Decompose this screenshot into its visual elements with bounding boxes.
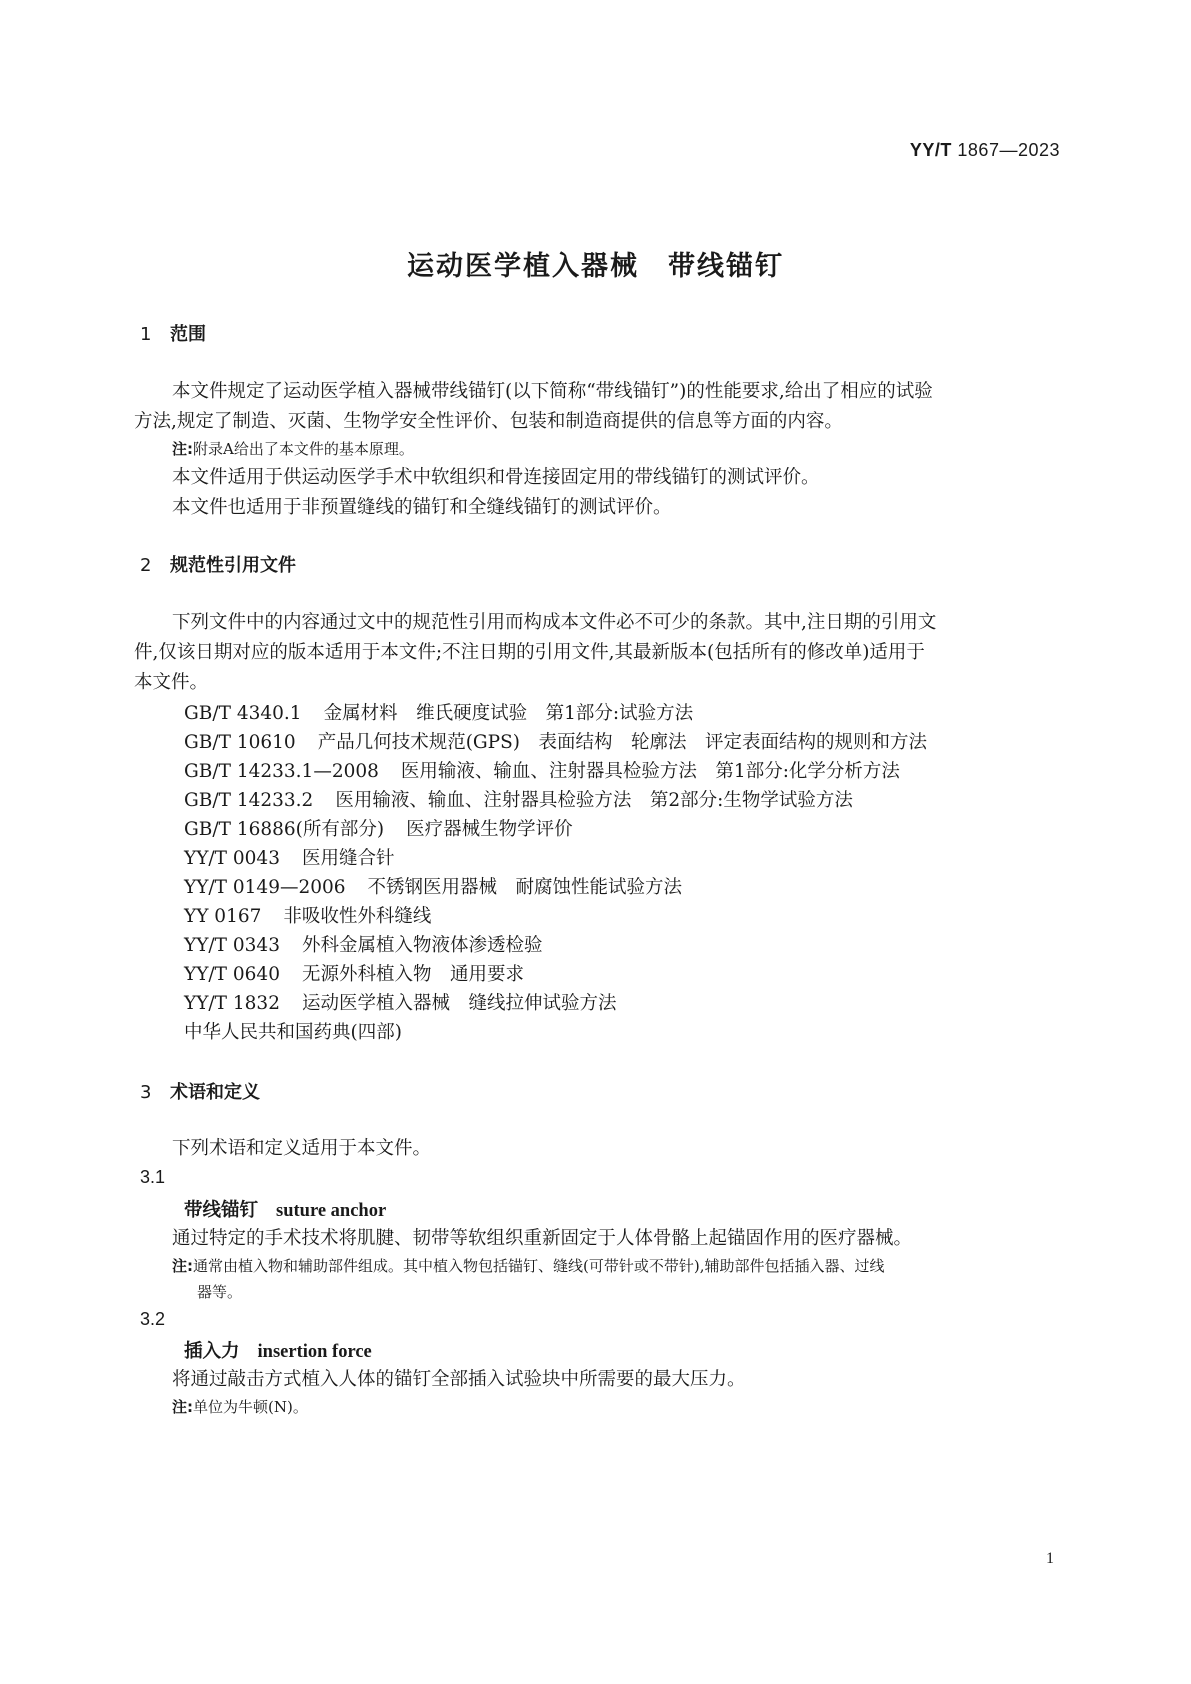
- paragraph-line: 下列文件中的内容通过文中的规范性引用而构成本文件必不可少的条款。其中,注日期的引用文: [172, 612, 937, 633]
- section-number: 2: [140, 555, 152, 576]
- paragraph-line: 件,仅该日期对应的版本适用于本文件;不注日期的引用文件,其最新版本(包括所有的修改单)适用于: [134, 642, 925, 663]
- reference-title: 医用输液、输血、注射器具检验方法 第2部分:生物学试验方法: [335, 790, 853, 811]
- note-label: 注:: [172, 1398, 193, 1416]
- term-definition: 通过特定的手术技术将肌腱、韧带等软组织重新固定于人体骨骼上起锚固作用的医疗器械。: [172, 1228, 913, 1249]
- reference-code: GB/T 14233.2: [184, 790, 314, 811]
- reference-title: 运动医学植入器械 缝线拉伸试验方法: [301, 993, 617, 1014]
- reference-code: GB/T 14233.1—2008: [184, 761, 379, 782]
- reference-item: [184, 699, 693, 725]
- section-3-heading: [140, 1078, 260, 1104]
- reference-item: [184, 960, 524, 986]
- reference-item: [184, 931, 542, 957]
- reference-item: [184, 728, 927, 754]
- note-label: 注:: [172, 1257, 193, 1275]
- paragraph: 下列术语和定义适用于本文件。: [172, 1138, 432, 1159]
- reference-code: YY 0167: [184, 906, 262, 927]
- document-title: 运动医学植入器械 带线锚钉: [407, 251, 784, 282]
- reference-code: YY/T 0043: [184, 848, 280, 869]
- standard-prefix: YY/T: [909, 140, 952, 160]
- section-title: 范围: [170, 324, 206, 345]
- reference-code: GB/T 10610: [184, 732, 296, 753]
- paragraph: 本文件适用于供运动医学手术中软组织和骨连接固定用的带线锚钉的测试评价。: [172, 467, 820, 488]
- section-1-heading: [140, 320, 206, 346]
- reference-title: 金属材料 维氏硬度试验 第1部分:试验方法: [323, 703, 694, 724]
- section-number: 1: [140, 324, 152, 345]
- page-number: 1: [1046, 1550, 1054, 1567]
- reference-title: 外科金属植入物液体渗透检验: [301, 935, 543, 956]
- paragraph-line: 本文件规定了运动医学植入器械带线锚钉(以下简称“带线锚钉”)的性能要求,给出了相应的试验: [172, 381, 933, 402]
- reference-code: YY/T 0149—2006: [184, 877, 346, 898]
- reference-code: GB/T 16886(所有部分): [184, 819, 385, 840]
- reference-title: 医用输液、输血、注射器具检验方法 第1部分:化学分析方法: [400, 761, 900, 782]
- reference-code: YY/T 0640: [184, 964, 280, 985]
- reference-item: [184, 902, 431, 928]
- note: [172, 1396, 308, 1417]
- term-definition: 将通过敲击方式植入人体的锚钉全部插入试验块中所需要的最大压力。: [172, 1369, 746, 1390]
- section-2-heading: [140, 551, 296, 577]
- section-title: 规范性引用文件: [170, 555, 296, 576]
- note-text: 单位为牛顿(N)。: [193, 1398, 308, 1416]
- reference-item: [184, 1018, 402, 1044]
- reference-title: 医疗器械生物学评价: [406, 819, 573, 840]
- reference-title: 非吸收性外科缝线: [283, 906, 432, 927]
- reference-title: 中华人民共和国药典(四部): [184, 1022, 402, 1043]
- reference-item: [184, 757, 900, 783]
- note-text: 通常由植入物和辅助部件组成。其中植入物包括锚钉、缝线(可带针或不带针),辅助部件包括插入器、过线: [193, 1257, 885, 1275]
- standard-number: 1867—2023: [957, 140, 1060, 160]
- note-label: 注:: [172, 440, 193, 458]
- reference-code: GB/T 4340.1: [184, 703, 302, 724]
- note: [172, 438, 414, 459]
- reference-title: 医用缝合针: [301, 848, 395, 869]
- section-title: 术语和定义: [170, 1082, 260, 1103]
- clause-number: 3.1: [140, 1167, 166, 1187]
- term-chinese: 插入力: [184, 1341, 240, 1362]
- term-entry: [184, 1196, 386, 1222]
- note: [172, 1255, 884, 1276]
- reference-title: 产品几何技术规范(GPS) 表面结构 轮廓法 评定表面结构的规则和方法: [317, 732, 928, 753]
- reference-code: YY/T 1832: [184, 993, 280, 1014]
- standard-code: [910, 140, 1060, 161]
- clause-number: 3.2: [140, 1309, 166, 1329]
- term-english: insertion force: [257, 1342, 372, 1362]
- note-text: 附录A给出了本文件的基本原理。: [193, 440, 414, 458]
- paragraph-line: 本文件。: [134, 672, 209, 693]
- paragraph-line: 方法,规定了制造、灭菌、生物学安全性评价、包装和制造商提供的信息等方面的内容。: [134, 411, 843, 432]
- paragraph: 本文件也适用于非预置缝线的锚钉和全缝线锚钉的测试评价。: [172, 497, 672, 518]
- reference-item: [184, 873, 682, 899]
- reference-item: [184, 989, 616, 1015]
- reference-code: YY/T 0343: [184, 935, 280, 956]
- reference-item: [184, 815, 573, 841]
- reference-item: [184, 844, 394, 870]
- term-entry: [184, 1337, 372, 1363]
- reference-title: 无源外科植入物 通用要求: [301, 964, 524, 985]
- section-number: 3: [140, 1082, 152, 1103]
- reference-item: [184, 786, 853, 812]
- term-chinese: 带线锚钉: [184, 1200, 259, 1221]
- reference-title: 不锈钢医用器械 耐腐蚀性能试验方法: [367, 877, 683, 898]
- term-english: suture anchor: [276, 1201, 387, 1221]
- note-continuation: 器等。: [197, 1283, 243, 1301]
